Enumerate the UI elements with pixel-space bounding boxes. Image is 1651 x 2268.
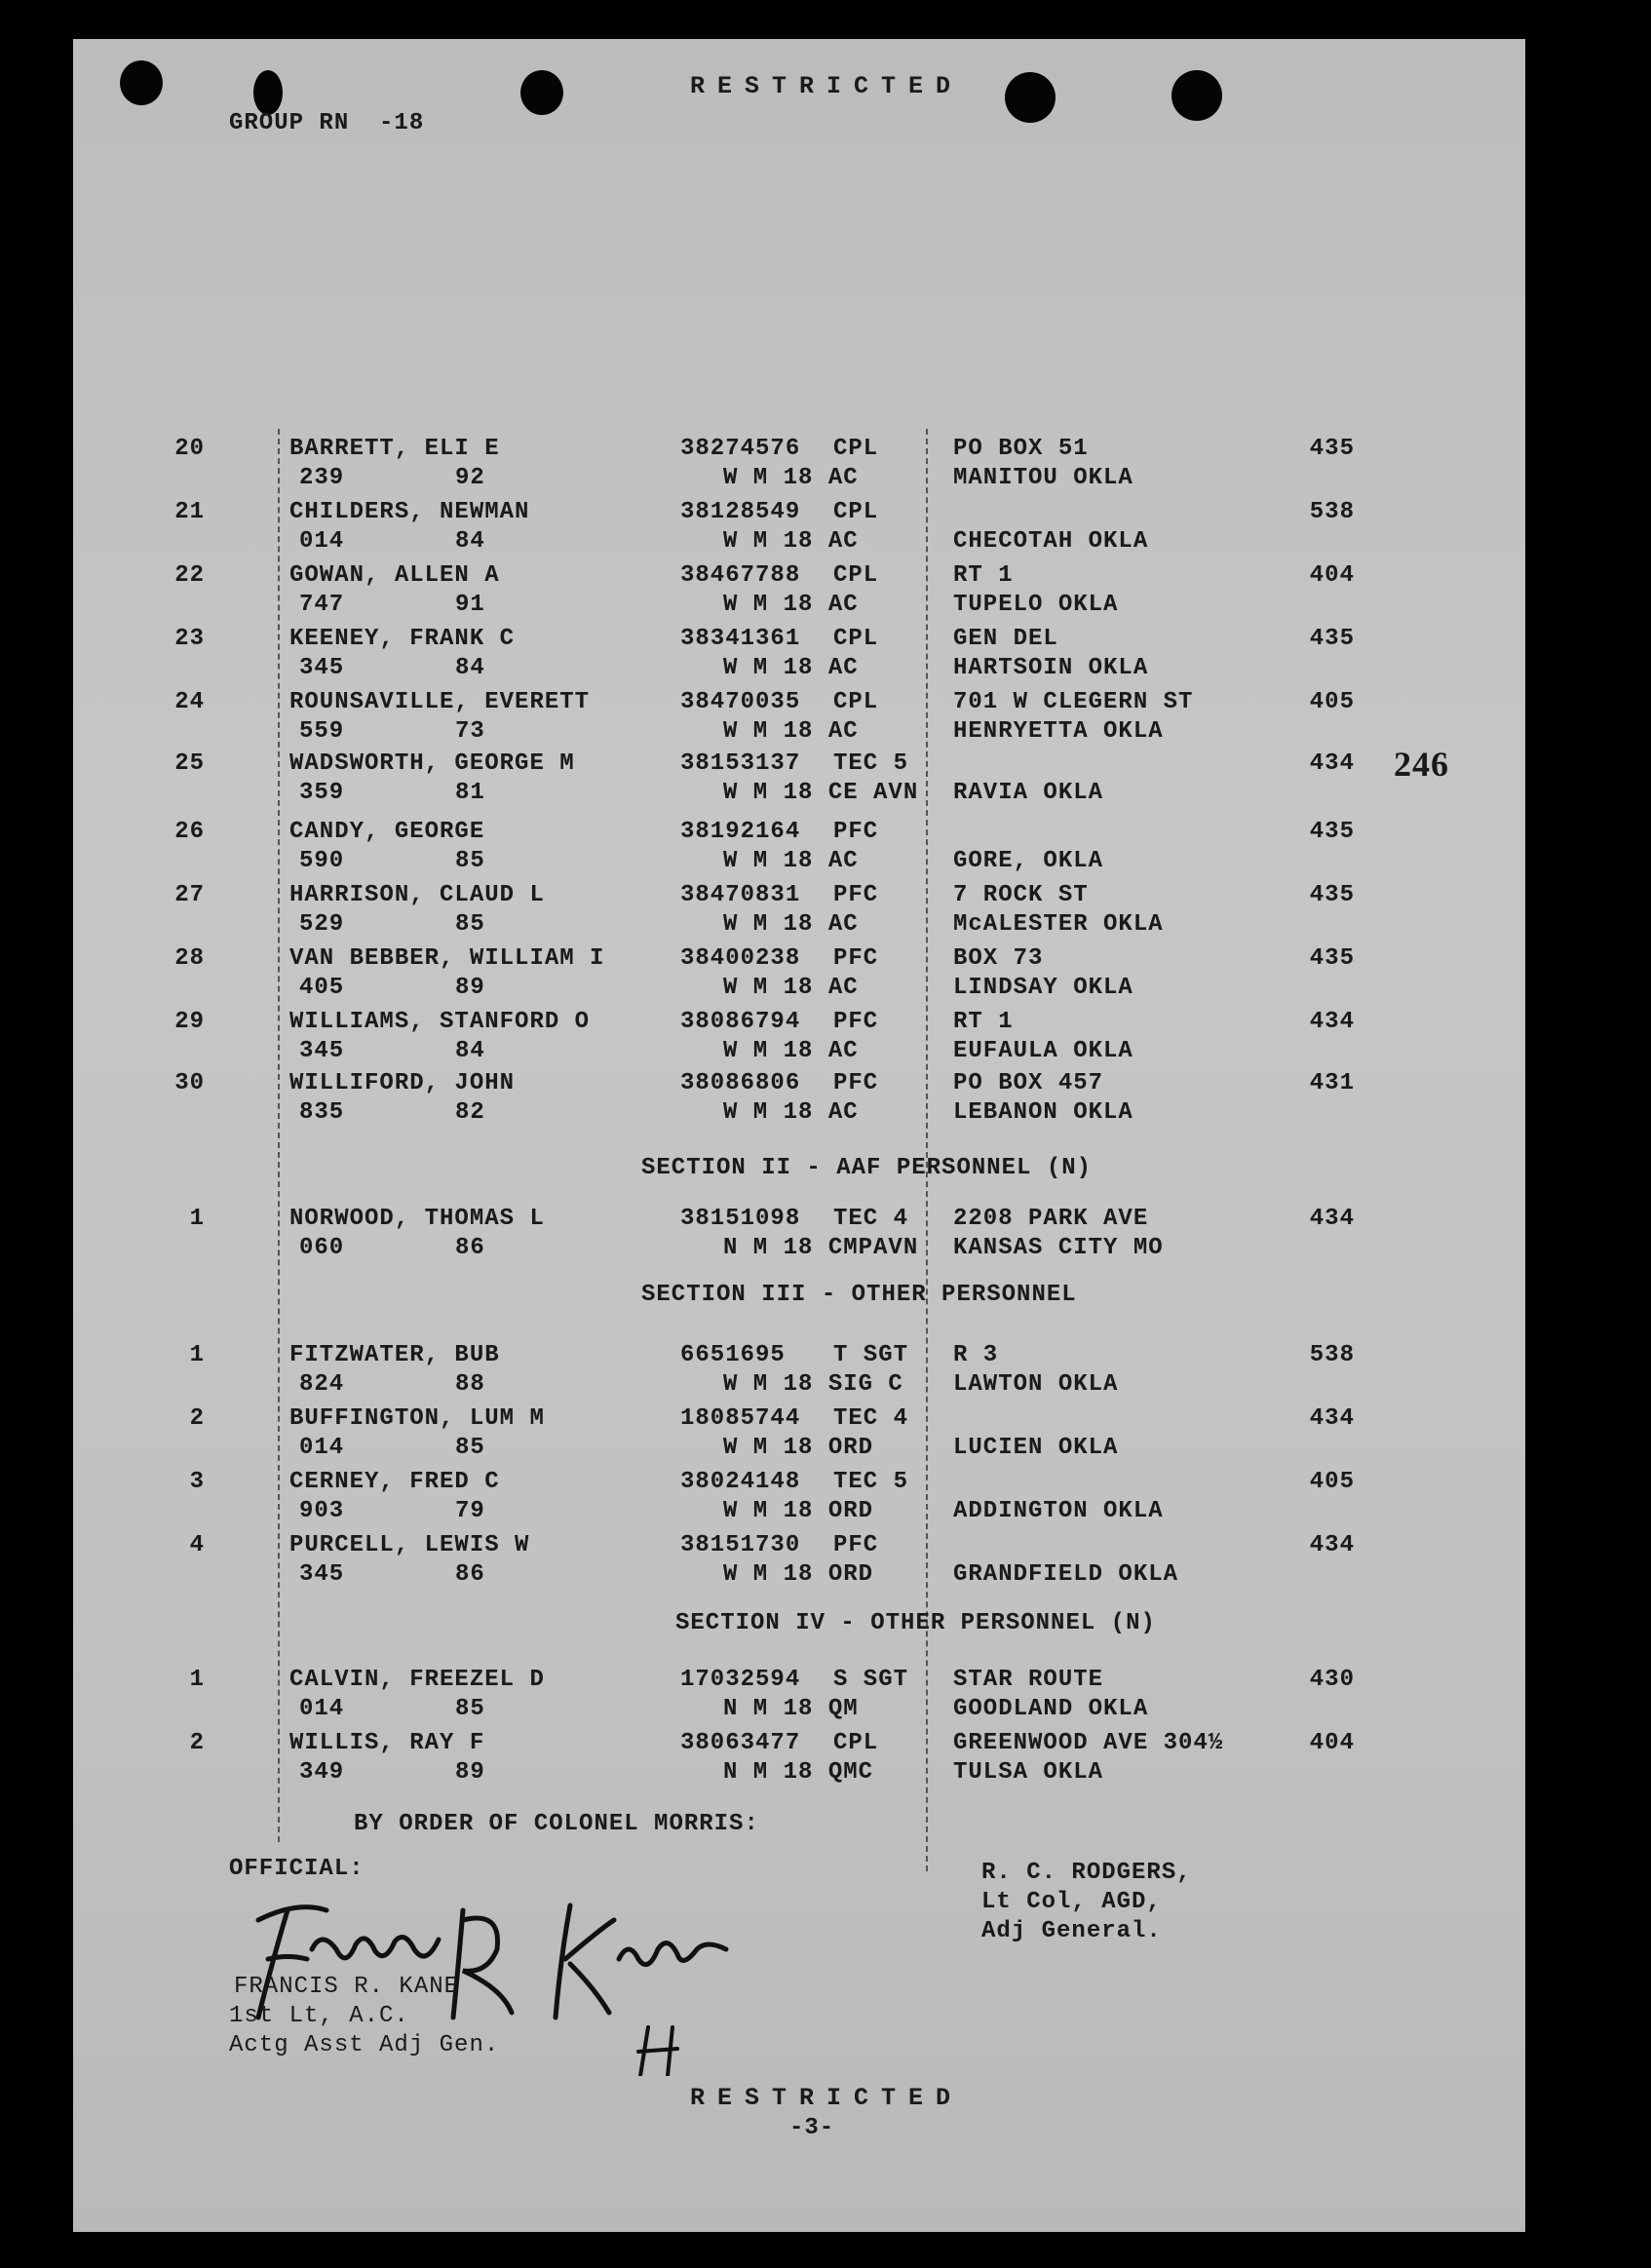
entry-rank: CPL xyxy=(833,626,879,652)
entry-code: 405 xyxy=(1309,689,1355,715)
entry-code2: 85 xyxy=(455,1435,485,1461)
entry-number: 1 xyxy=(189,1342,205,1368)
entry-address-line2: CHECOTAH OKLA xyxy=(953,528,1149,555)
entry-rank: CPL xyxy=(833,562,879,589)
signer-title: Actg Asst Adj Gen. xyxy=(229,2032,500,2058)
entry-code: 404 xyxy=(1309,1730,1355,1756)
entry-number: 20 xyxy=(174,436,205,462)
entry-name: GOWAN, ALLEN A xyxy=(289,562,500,589)
entry-serial: 38151098 xyxy=(680,1206,801,1232)
entry-address-line2: TULSA OKLA xyxy=(953,1759,1104,1786)
punch-hole xyxy=(1171,70,1222,121)
entry-serial: 38063477 xyxy=(680,1730,801,1756)
entry-address-line1: 701 W CLEGERN ST xyxy=(953,689,1194,715)
entry-number: 22 xyxy=(174,562,205,589)
entry-code2: 84 xyxy=(455,655,485,681)
entry-address-line2: HARTSOIN OKLA xyxy=(953,655,1149,681)
entry-race-branch: N M 18 QMC xyxy=(723,1759,874,1786)
entry-code: 404 xyxy=(1309,562,1355,589)
entry-number: 24 xyxy=(174,689,205,715)
entry-code1: 060 xyxy=(299,1235,345,1261)
entry-code2: 86 xyxy=(455,1235,485,1261)
entry-address-line1: RT 1 xyxy=(953,562,1014,589)
entry-code1: 239 xyxy=(299,465,345,491)
entry-rank: PFC xyxy=(833,1070,879,1096)
entry-code2: 85 xyxy=(455,848,485,874)
entry-name: CERNEY, FRED C xyxy=(289,1469,500,1495)
entry-code1: 590 xyxy=(299,848,345,874)
section-heading: SECTION II - AAF PERSONNEL (N) xyxy=(641,1155,1093,1181)
entry-number: 21 xyxy=(174,499,205,525)
entry-code1: 405 xyxy=(299,975,345,1001)
entry-serial: 17032594 xyxy=(680,1667,801,1693)
entry-code: 434 xyxy=(1309,1009,1355,1035)
entry-name: CANDY, GEORGE xyxy=(289,819,485,845)
entry-code1: 824 xyxy=(299,1371,345,1398)
entry-rank: PFC xyxy=(833,945,879,972)
entry-race-branch: W M 18 AC xyxy=(723,911,859,938)
entry-rank: TEC 4 xyxy=(833,1405,909,1432)
entry-number: 29 xyxy=(174,1009,205,1035)
entry-race-branch: W M 18 CE AVN xyxy=(723,780,919,806)
entry-race-branch: W M 18 AC xyxy=(723,465,859,491)
entry-rank: S SGT xyxy=(833,1667,909,1693)
entry-rank: PFC xyxy=(833,1009,879,1035)
entry-serial: 38467788 xyxy=(680,562,801,589)
entry-address-line2: EUFAULA OKLA xyxy=(953,1038,1133,1064)
entry-name: HARRISON, CLAUD L xyxy=(289,882,545,908)
column-divider xyxy=(278,429,280,1842)
entry-rank: CPL xyxy=(833,436,879,462)
entry-code1: 529 xyxy=(299,911,345,938)
entry-rank: CPL xyxy=(833,1730,879,1756)
entry-address-line1: GEN DEL xyxy=(953,626,1058,652)
entry-number: 1 xyxy=(189,1667,205,1693)
punch-hole xyxy=(1005,72,1056,123)
entry-code1: 014 xyxy=(299,528,345,555)
entry-name: WADSWORTH, GEORGE M xyxy=(289,750,575,777)
entry-number: 28 xyxy=(174,945,205,972)
column-divider xyxy=(926,429,928,1871)
entry-serial: 38341361 xyxy=(680,626,801,652)
entry-code1: 345 xyxy=(299,1561,345,1588)
entry-name: CALVIN, FREEZEL D xyxy=(289,1667,545,1693)
entry-code2: 82 xyxy=(455,1099,485,1126)
entry-address-line2: ADDINGTON OKLA xyxy=(953,1498,1164,1524)
entry-serial: 38470831 xyxy=(680,882,801,908)
entry-code1: 359 xyxy=(299,780,345,806)
entry-code2: 73 xyxy=(455,718,485,745)
entry-address-line2: LINDSAY OKLA xyxy=(953,975,1133,1001)
entry-code: 434 xyxy=(1309,1532,1355,1558)
entry-address-line1: 2208 PARK AVE xyxy=(953,1206,1149,1232)
entry-serial: 38024148 xyxy=(680,1469,801,1495)
entry-address-line2: GOODLAND OKLA xyxy=(953,1696,1149,1722)
entry-code2: 88 xyxy=(455,1371,485,1398)
entry-address-line2: LEBANON OKLA xyxy=(953,1099,1133,1126)
entry-number: 2 xyxy=(189,1405,205,1432)
entry-race-branch: N M 18 CMPAVN xyxy=(723,1235,919,1261)
rodgers-rank: Lt Col, AGD, xyxy=(981,1889,1162,1915)
entry-code1: 349 xyxy=(299,1759,345,1786)
entry-race-branch: W M 18 AC xyxy=(723,975,859,1001)
entry-race-branch: W M 18 AC xyxy=(723,718,859,745)
entry-code1: 835 xyxy=(299,1099,345,1126)
entry-code: 434 xyxy=(1309,750,1355,777)
section-heading: SECTION III - OTHER PERSONNEL xyxy=(641,1282,1077,1308)
entry-rank: PFC xyxy=(833,1532,879,1558)
entry-address-line1: BOX 73 xyxy=(953,945,1044,972)
entry-name: BARRETT, ELI E xyxy=(289,436,500,462)
entry-code: 405 xyxy=(1309,1469,1355,1495)
document-page xyxy=(73,39,1525,2232)
entry-code2: 84 xyxy=(455,528,485,555)
entry-code: 435 xyxy=(1309,436,1355,462)
entry-address-line2: GORE, OKLA xyxy=(953,848,1104,874)
entry-code1: 903 xyxy=(299,1498,345,1524)
entry-name: WILLIAMS, STANFORD O xyxy=(289,1009,591,1035)
entry-name: WILLIFORD, JOHN xyxy=(289,1070,516,1096)
punch-hole xyxy=(253,70,283,115)
entry-address-line2: KANSAS CITY MO xyxy=(953,1235,1164,1261)
page-number: -3- xyxy=(789,2115,835,2141)
entry-code1: 747 xyxy=(299,592,345,618)
entry-code1: 014 xyxy=(299,1435,345,1461)
entry-code2: 89 xyxy=(455,1759,485,1786)
entry-serial: 38151730 xyxy=(680,1532,801,1558)
entry-number: 2 xyxy=(189,1730,205,1756)
entry-code: 435 xyxy=(1309,626,1355,652)
entry-address-line2: HENRYETTA OKLA xyxy=(953,718,1164,745)
entry-code2: 85 xyxy=(455,911,485,938)
entry-serial: 38128549 xyxy=(680,499,801,525)
entry-name: KEENEY, FRANK C xyxy=(289,626,516,652)
entry-name: FITZWATER, BUB xyxy=(289,1342,500,1368)
entry-code2: 86 xyxy=(455,1561,485,1588)
entry-race-branch: W M 18 AC xyxy=(723,592,859,618)
entry-address-line1: STAR ROUTE xyxy=(953,1667,1104,1693)
entry-number: 30 xyxy=(174,1070,205,1096)
signer-rank: 1st Lt, A.C. xyxy=(229,2003,409,2029)
header-restricted: RESTRICTED xyxy=(690,72,964,100)
entry-name: PURCELL, LEWIS W xyxy=(289,1532,530,1558)
entry-code2: 81 xyxy=(455,780,485,806)
entry-address-line2: GRANDFIELD OKLA xyxy=(953,1561,1179,1588)
entry-serial: 38274576 xyxy=(680,436,801,462)
entry-serial: 38470035 xyxy=(680,689,801,715)
punch-hole xyxy=(120,60,163,105)
entry-code: 538 xyxy=(1309,499,1355,525)
entry-race-branch: W M 18 AC xyxy=(723,655,859,681)
entry-code2: 89 xyxy=(455,975,485,1001)
entry-serial: 38192164 xyxy=(680,819,801,845)
entry-address-line1: GREENWOOD AVE 304½ xyxy=(953,1730,1224,1756)
entry-code2: 79 xyxy=(455,1498,485,1524)
entry-name: CHILDERS, NEWMAN xyxy=(289,499,530,525)
entry-number: 25 xyxy=(174,750,205,777)
entry-code1: 559 xyxy=(299,718,345,745)
entry-rank: CPL xyxy=(833,499,879,525)
entry-name: NORWOOD, THOMAS L xyxy=(289,1206,545,1232)
rodgers-title: Adj General. xyxy=(981,1918,1162,1944)
entry-address-line1: PO BOX 51 xyxy=(953,436,1089,462)
side-page-number: 246 xyxy=(1394,745,1449,784)
rodgers-name: R. C. RODGERS, xyxy=(981,1860,1192,1886)
entry-address-line1: R 3 xyxy=(953,1342,999,1368)
entry-race-branch: W M 18 ORD xyxy=(723,1561,874,1588)
entry-address-line2: McALESTER OKLA xyxy=(953,911,1164,938)
entry-code: 435 xyxy=(1309,945,1355,972)
entry-rank: PFC xyxy=(833,819,879,845)
punch-hole xyxy=(520,70,563,115)
order-line: BY ORDER OF COLONEL MORRIS: xyxy=(354,1811,759,1837)
entry-serial: 18085744 xyxy=(680,1405,801,1432)
entry-code: 435 xyxy=(1309,819,1355,845)
entry-race-branch: W M 18 ORD xyxy=(723,1435,874,1461)
entry-address-line1: 7 ROCK ST xyxy=(953,882,1089,908)
entry-code: 434 xyxy=(1309,1206,1355,1232)
entry-rank: CPL xyxy=(833,689,879,715)
entry-address-line1: RT 1 xyxy=(953,1009,1014,1035)
entry-code: 434 xyxy=(1309,1405,1355,1432)
entry-code: 430 xyxy=(1309,1667,1355,1693)
entry-serial: 38086806 xyxy=(680,1070,801,1096)
entry-name: VAN BEBBER, WILLIAM I xyxy=(289,945,605,972)
entry-name: WILLIS, RAY F xyxy=(289,1730,485,1756)
entry-code2: 84 xyxy=(455,1038,485,1064)
entry-serial: 38086794 xyxy=(680,1009,801,1035)
entry-name: ROUNSAVILLE, EVERETT xyxy=(289,689,591,715)
entry-address-line2: RAVIA OKLA xyxy=(953,780,1104,806)
group-reference: GROUP RN -18 xyxy=(229,110,425,136)
entry-address-line1: PO BOX 457 xyxy=(953,1070,1104,1096)
entry-code1: 345 xyxy=(299,655,345,681)
entry-serial: 6651695 xyxy=(680,1342,786,1368)
section-heading: SECTION IV - OTHER PERSONNEL (N) xyxy=(675,1610,1156,1636)
entry-code1: 345 xyxy=(299,1038,345,1064)
entry-race-branch: W M 18 AC xyxy=(723,848,859,874)
entry-address-line2: LUCIEN OKLA xyxy=(953,1435,1119,1461)
entry-code: 435 xyxy=(1309,882,1355,908)
entry-race-branch: W M 18 AC xyxy=(723,528,859,555)
official-label: OFFICIAL: xyxy=(229,1856,365,1882)
entry-race-branch: W M 18 ORD xyxy=(723,1498,874,1524)
footer-restricted: RESTRICTED xyxy=(690,2084,964,2112)
entry-code2: 85 xyxy=(455,1696,485,1722)
signer-name: FRANCIS R. KANE xyxy=(234,1974,460,2000)
entry-number: 26 xyxy=(174,819,205,845)
entry-race-branch: W M 18 AC xyxy=(723,1099,859,1126)
entry-code: 431 xyxy=(1309,1070,1355,1096)
entry-rank: T SGT xyxy=(833,1342,909,1368)
entry-number: 23 xyxy=(174,626,205,652)
entry-race-branch: W M 18 SIG C xyxy=(723,1371,903,1398)
entry-serial: 38400238 xyxy=(680,945,801,972)
entry-number: 1 xyxy=(189,1206,205,1232)
entry-rank: TEC 4 xyxy=(833,1206,909,1232)
entry-code2: 91 xyxy=(455,592,485,618)
entry-serial: 38153137 xyxy=(680,750,801,777)
entry-number: 3 xyxy=(189,1469,205,1495)
entry-race-branch: W M 18 AC xyxy=(723,1038,859,1064)
entry-rank: PFC xyxy=(833,882,879,908)
entry-address-line2: MANITOU OKLA xyxy=(953,465,1133,491)
entry-number: 27 xyxy=(174,882,205,908)
entry-number: 4 xyxy=(189,1532,205,1558)
entry-name: BUFFINGTON, LUM M xyxy=(289,1405,545,1432)
entry-rank: TEC 5 xyxy=(833,750,909,777)
entry-address-line2: LAWTON OKLA xyxy=(953,1371,1119,1398)
entry-race-branch: N M 18 QM xyxy=(723,1696,859,1722)
entry-address-line2: TUPELO OKLA xyxy=(953,592,1119,618)
entry-rank: TEC 5 xyxy=(833,1469,909,1495)
entry-code: 538 xyxy=(1309,1342,1355,1368)
entry-code1: 014 xyxy=(299,1696,345,1722)
entry-code2: 92 xyxy=(455,465,485,491)
